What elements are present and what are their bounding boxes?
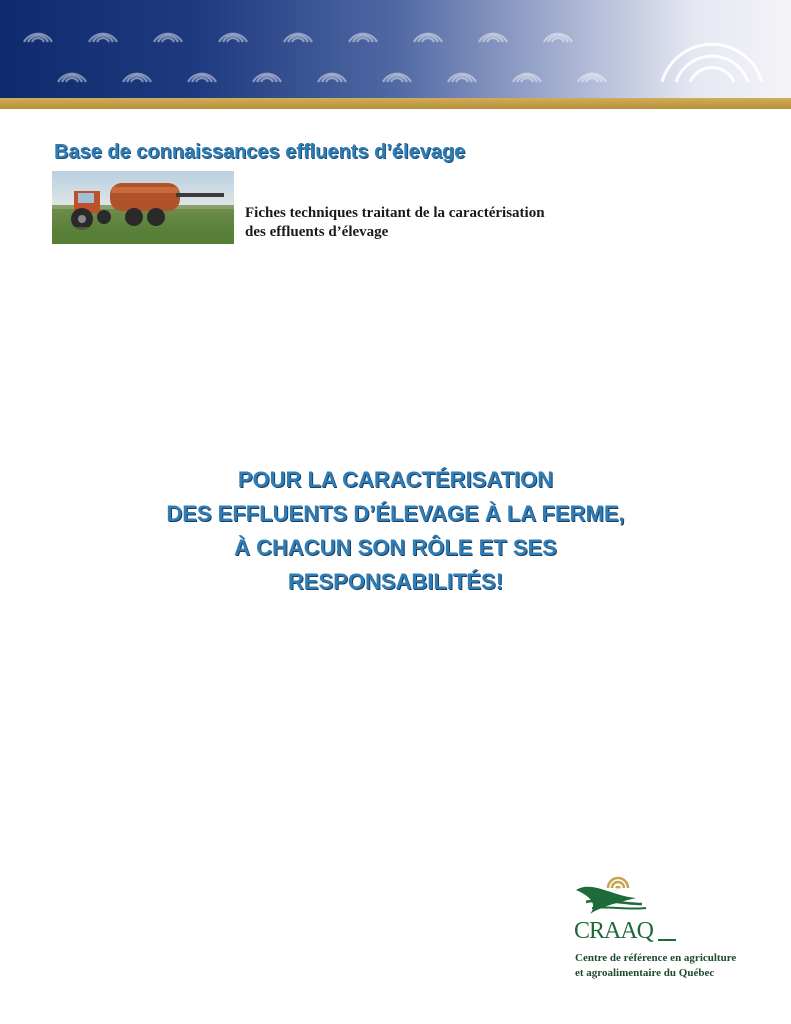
subtitle [245,204,645,242]
subtitle-line: Fiches techniques traitant de la caractérisation [245,205,545,221]
subtitle-line: des effluents d’élevage [245,224,389,240]
organization-name [575,951,775,981]
knowledge-base-title: Base de connaissances effluents d’élevage [54,141,466,163]
signal-arcs-pattern-icon [0,0,791,98]
tractor-photo [52,171,234,244]
organization-line: et agroalimentaire du Québec [575,967,715,979]
headline-line: RESPONSABILITÉS! [287,569,504,594]
craaq-logo [572,868,682,948]
header-banner [0,0,791,98]
organization-line: Centre de référence en agriculture [575,952,737,964]
headline-line: POUR LA CARACTÉRISATION [237,467,554,492]
logo-wordmark: CRAAQ [574,918,654,944]
headline-line: À CHACUN SON RÔLE ET SES [234,535,557,560]
gold-divider [0,98,791,109]
headline-line: DES EFFLUENTS D’ÉLEVAGE À LA FERME, [166,501,625,526]
headline [0,463,791,599]
